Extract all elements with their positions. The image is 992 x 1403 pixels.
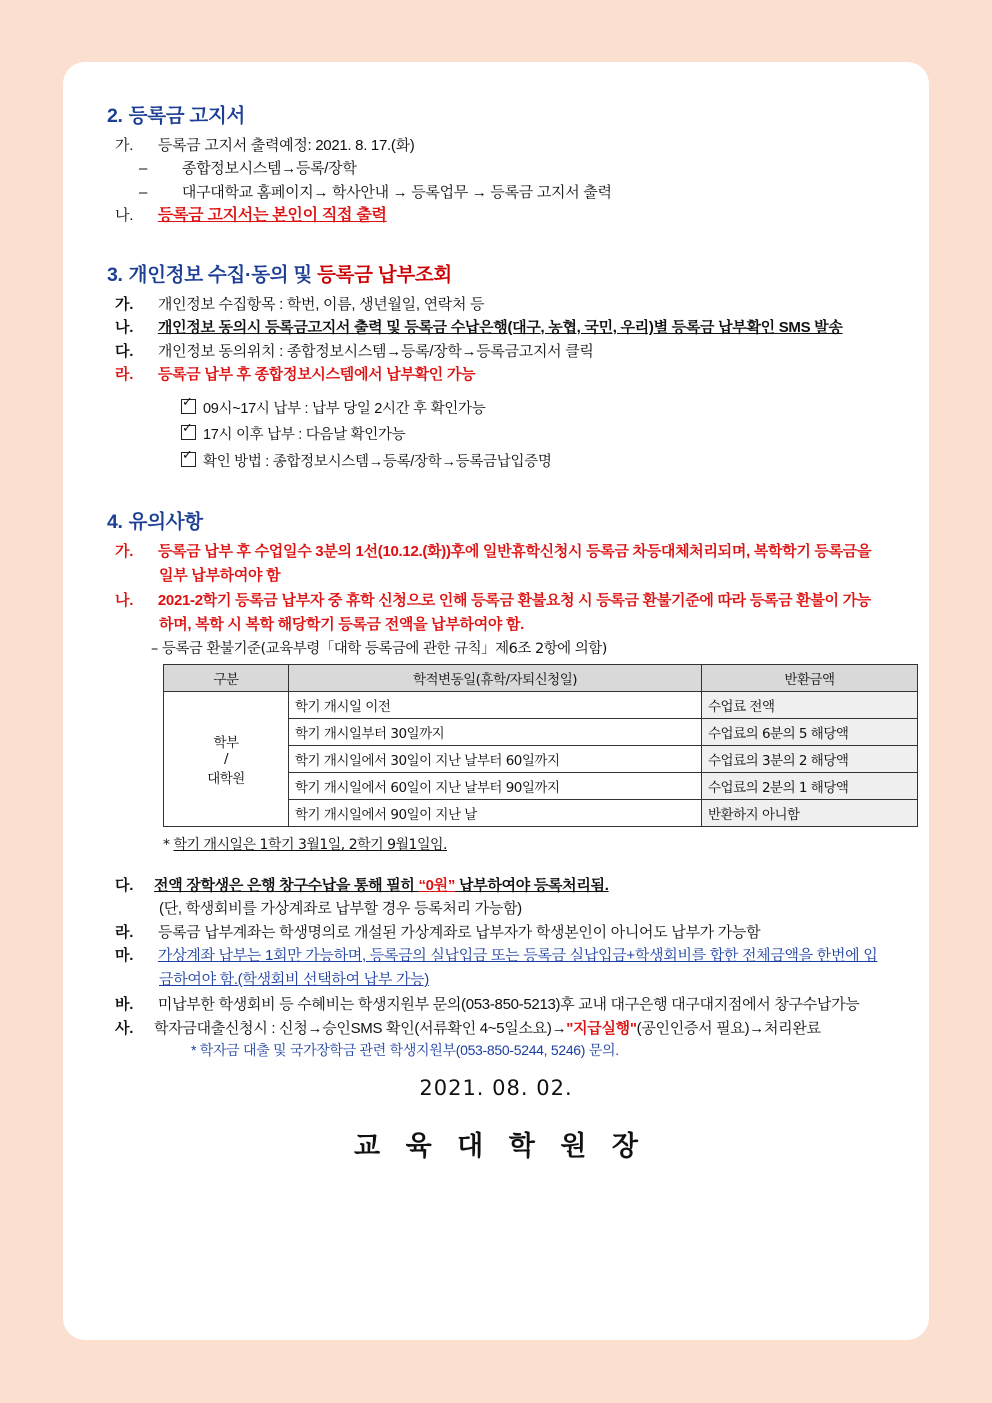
- item-marker: 다.: [115, 343, 134, 361]
- item-marker: 라.: [115, 366, 134, 384]
- section-4-heading: [107, 506, 885, 534]
- section-4-item-1: [115, 540, 885, 589]
- item-marker: 바.: [115, 995, 134, 1013]
- item-text: 2021-2학기 등록금 납부자 중 휴학 신청으로 인해 등록금 환불요청 시 등록금 환불기준에 따라 등록금 환불이 가능하며, 복학 시 복학 해당학기 등록금 전액을 납부하여야 함.: [157, 591, 871, 633]
- item-text: 개인정보 동의시 등록금고지서 출력 및 등록금 수납은행(대구, 농협, 국민, 우리)별 등록금 납부확인 SMS 발송: [157, 318, 843, 336]
- item-text: 개인정보 수집항목 : 학번, 이름, 생년월일, 연락처 등: [157, 295, 485, 313]
- trailing-item-sa: [115, 1017, 885, 1040]
- item-text: 등록금 납부 후 종합정보시스템에서 납부확인 가능: [157, 366, 476, 384]
- section-2-item-3: [139, 181, 885, 204]
- item-text: 미납부한 학생회비 등 수혜비는 학생지원부 문의(053-850-5213)후 교내 대구은행 대구대지점에서 창구수납가능: [157, 995, 860, 1013]
- section-2: [107, 100, 885, 229]
- event-cell: 학기 개시일에서 90일이 지난 날: [289, 800, 702, 827]
- section-3: [107, 259, 885, 476]
- section-3-item-1: [115, 293, 885, 316]
- division-cell: [164, 692, 289, 827]
- document-signer: 교 육 대 학 원 장: [354, 1131, 647, 1162]
- item-marker: 사.: [115, 1019, 134, 1037]
- checkbox-icon: [181, 425, 196, 440]
- check-item-1: [181, 396, 885, 423]
- item-text: 개인정보 동의위치 : 종합정보시스템→등록/장학→등록금고지서 클릭: [157, 343, 594, 361]
- section-3-item-2: [115, 316, 885, 340]
- section-3-number: 3.: [107, 263, 123, 286]
- header-division: 구분: [164, 665, 289, 692]
- item-text-part-1: 전액 장학생은 은행 창구수납을 통해 필히: [154, 877, 419, 895]
- section-3-heading: [107, 259, 885, 287]
- item-text-part-2: “0원”: [418, 877, 456, 895]
- section-2-item-4: [115, 204, 885, 229]
- header-refund-amount: 반환금액: [702, 665, 918, 692]
- event-cell: 학기 개시일부터 30일까지: [289, 719, 702, 746]
- document-page: [63, 62, 929, 1340]
- table-note: [163, 834, 885, 854]
- item-text: 등록금 납부 후 수업일수 3분의 1선(10.12.(화))후에 일반휴학신청시 등록금 차등대체처리되며, 복학학기 등록금을 일부 납부하여야 함: [157, 543, 872, 585]
- check-item-3: [181, 449, 885, 476]
- document-date: 2021. 08. 02.: [419, 1076, 573, 1101]
- section-4-number: 4.: [107, 511, 123, 534]
- trailing-item-da: [115, 874, 885, 897]
- section-2-item-1: [115, 134, 885, 157]
- trailing-item-ba: [115, 993, 885, 1017]
- amount-cell: 수업료의 3분의 2 해당액: [702, 746, 918, 773]
- section-4-title: 유의사항: [128, 511, 203, 534]
- item-marker: 나.: [115, 591, 134, 609]
- item-text: 등록금 납부계좌는 학생명의로 개설된 가상계좌로 납부자가 학생본인이 아니어도 납부가 가능함: [157, 923, 761, 941]
- section-4: [107, 506, 885, 1060]
- item-text-part-3: 납부하여야 등록처리됨.: [455, 877, 609, 895]
- item-marker: 가.: [115, 295, 134, 313]
- item-text: 가상계좌 납부는 1회만 가능하며, 등록금의 실납입금 또는 등록금 실납입금+학생회비를 합한 전체금액을 한번에 입금하여야 함.(학생회비 선택하여 납부 가능): [157, 946, 878, 989]
- check-item-2: [181, 422, 885, 449]
- section-4-item-2: [115, 589, 885, 638]
- item-text-part-3: (공인인증서 필요)→처리완료: [636, 1019, 821, 1037]
- item-marker: 나.: [115, 206, 134, 224]
- item-marker: –: [151, 641, 158, 658]
- item-marker: –: [139, 183, 148, 201]
- item-marker: –: [139, 160, 148, 178]
- event-cell: 학기 개시일에서 30일이 지난 날부터 60일까지: [289, 746, 702, 773]
- division-line-1: 학부: [213, 735, 239, 752]
- section-3-item-3: [115, 340, 885, 363]
- section-4-item-3: [151, 637, 885, 658]
- item-text-part-1: 학자금대출신청시 : 신청→승인SMS 확인(서류확인 4~5일소요)→: [154, 1019, 567, 1037]
- item-marker: 라.: [115, 923, 134, 941]
- checkbox-icon: [181, 452, 196, 467]
- section-3-item-4: [115, 363, 885, 386]
- check-item-text: 17시 이후 납부 : 다음날 확인가능: [203, 427, 406, 444]
- event-cell: 학기 개시일에서 60일이 지난 날부터 90일까지: [289, 773, 702, 800]
- division-line-2: /: [223, 751, 229, 768]
- item-marker: 나.: [115, 318, 134, 336]
- section-3-title: 개인정보 수집·동의 및: [128, 263, 318, 286]
- section-2-number: 2.: [107, 105, 123, 127]
- item-text: 등록금 고지서 출력예정: 2021. 8. 17.(화): [157, 137, 415, 154]
- amount-cell: 수업료의 6분의 5 해당액: [702, 719, 918, 746]
- item-text: 등록금 환불기준(교육부령「대학 등록금에 관한 규칙」제6조 2항에 의함): [161, 641, 607, 658]
- item-text: 종합정보시스템→등록/장학: [181, 160, 357, 178]
- event-cell: 학기 개시일 이전: [289, 692, 702, 719]
- table-note-text: 학기 개시일은 1학기 3월1일, 2학기 9월1일임.: [173, 837, 447, 854]
- item-marker: 가.: [115, 137, 134, 154]
- trailing-item-ma: [115, 944, 885, 993]
- section-2-heading: [107, 100, 885, 128]
- amount-cell: 수업료 전액: [702, 692, 918, 719]
- division-line-3: 대학원: [207, 771, 245, 788]
- sub-text: (단, 학생회비를 가상계좌로 납부할 경우 등록처리 가능함): [159, 900, 522, 918]
- checkbox-icon: [181, 399, 196, 414]
- amount-cell: 수업료의 2분의 1 해당액: [702, 773, 918, 800]
- section-2-item-2: [139, 157, 885, 180]
- item-marker: 다.: [115, 877, 134, 895]
- table-header-row: [164, 665, 918, 692]
- refund-criteria-table: [163, 664, 918, 827]
- section-2-title: 등록금 고지서: [128, 105, 246, 127]
- item-marker: 가.: [115, 543, 134, 561]
- item-text: 대구대학교 홈페이지→ 학사안내 → 등록업무 → 등록금 고지서 출력: [181, 183, 612, 201]
- check-item-text: 09시~17시 납부 : 납부 당일 2시간 후 확인가능: [203, 400, 486, 417]
- footnote: [191, 1040, 885, 1060]
- check-item-text: 확인 방법 : 종합정보시스템→등록/장학→등록금납입증명: [203, 454, 552, 471]
- table-row: [164, 692, 918, 719]
- section-3-title-emphasis: 등록금 납부조회: [317, 263, 452, 286]
- header-event-date: 학적변동일(휴학/자퇴신청일): [289, 665, 702, 692]
- amount-cell: 반환하지 아니함: [702, 800, 918, 827]
- trailing-item-da-sub: [159, 897, 885, 920]
- item-text-part-2: "지급실행": [566, 1019, 637, 1037]
- item-text-emphasis: 등록금 고지서는 본인이 직접 출력: [157, 206, 387, 224]
- item-marker: 마.: [115, 946, 134, 964]
- asterisk-icon: *: [163, 837, 170, 854]
- trailing-item-ra: [115, 921, 885, 944]
- footnote-text: * 학자금 대출 및 국가장학금 관련 학생지원부(053-850-5244, 5246) 문의.: [191, 1042, 619, 1059]
